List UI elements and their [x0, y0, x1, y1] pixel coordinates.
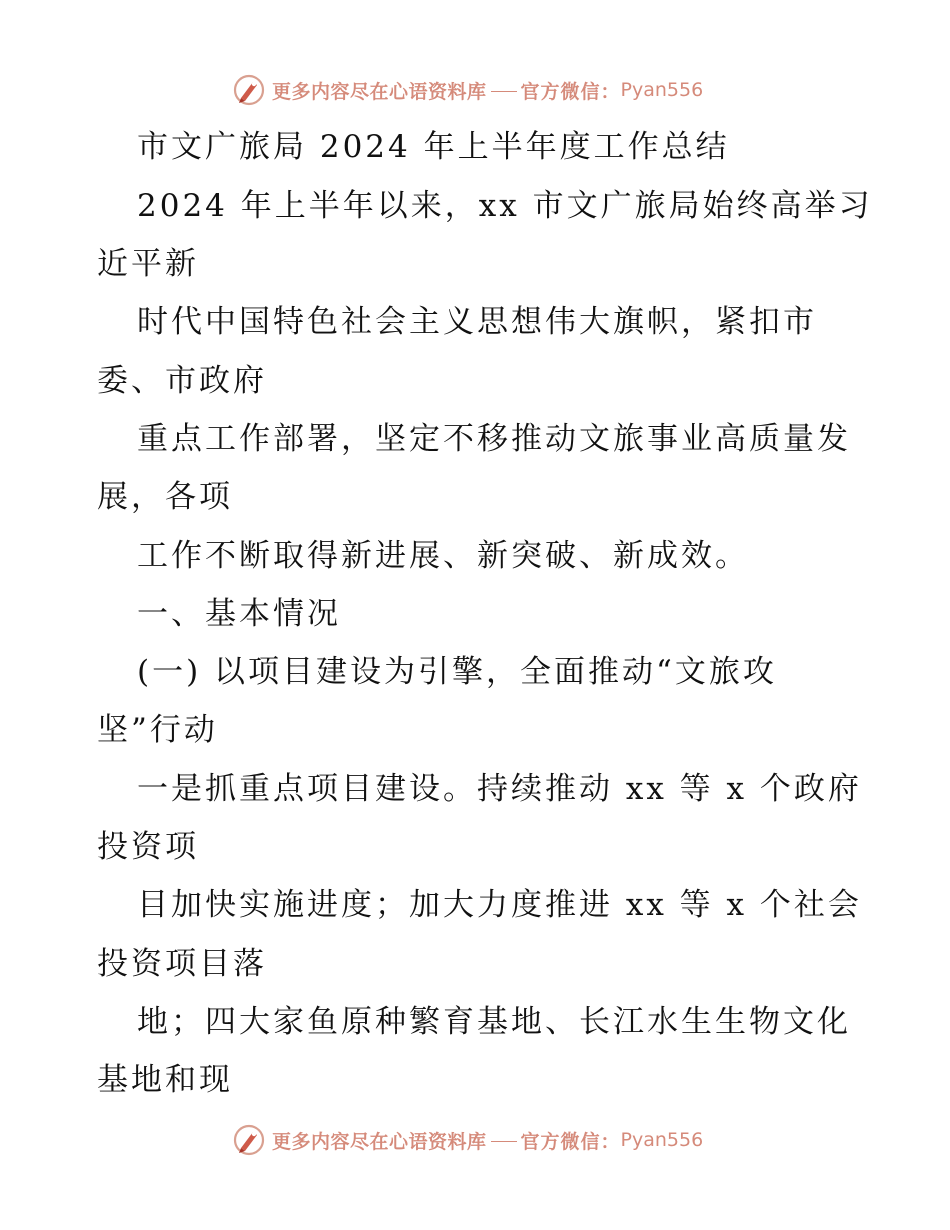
doc-title: 市文广旅局 2024 年上半年度工作总结 — [137, 129, 730, 165]
paragraph-line: 工作不断取得新进展、新突破、新成效。 — [137, 538, 749, 574]
subsection-heading: (一) 以项目建设为引擎，全面推动“文旅攻 — [137, 654, 777, 690]
paragraph-line: 展，各项 — [97, 479, 233, 515]
paragraph-line: 基地和现 — [97, 1062, 233, 1098]
section-heading: 一、基本情况 — [137, 596, 341, 632]
watermark-wechat-id: Pyan556 — [620, 1129, 704, 1151]
subsection-heading: 坚”行动 — [97, 712, 218, 748]
pen-logo-icon — [232, 73, 266, 107]
paragraph-line: 目加快实施进度；加大力度推进 xx 等 x 个社会 — [137, 887, 862, 923]
paragraph-line: 地；四大家鱼原种繁育基地、长江水生生物文化 — [137, 1004, 851, 1040]
watermark-wechat-id: Pyan556 — [620, 79, 704, 101]
pen-logo-icon — [232, 1123, 266, 1157]
watermark-dash — [491, 1141, 517, 1142]
watermark-label: 官方微信： — [520, 1130, 621, 1153]
paragraph-line: 一是抓重点项目建设。持续推动 xx 等 x 个政府 — [137, 771, 862, 807]
watermark-dash — [491, 91, 517, 92]
watermark-header — [232, 73, 703, 107]
paragraph-line: 投资项目落 — [97, 946, 267, 982]
watermark-footer — [232, 1123, 703, 1157]
watermark-main-text: 更多内容尽在心语资料库 — [272, 1130, 487, 1153]
paragraph-line: 重点工作部署，坚定不移推动文旅事业高质量发 — [137, 421, 851, 457]
paragraph-line: 委、市政府 — [97, 363, 267, 399]
watermark-label: 官方微信： — [520, 80, 621, 103]
paragraph-line: 投资项 — [97, 829, 199, 865]
paragraph-line: 时代中国特色社会主义思想伟大旗帜，紧扣市 — [137, 304, 817, 340]
watermark-main-text: 更多内容尽在心语资料库 — [272, 80, 487, 103]
paragraph-line: 近平新 — [97, 246, 199, 282]
paragraph-line: 2024 年上半年以来，xx 市文广旅局始终高举习 — [137, 188, 873, 224]
